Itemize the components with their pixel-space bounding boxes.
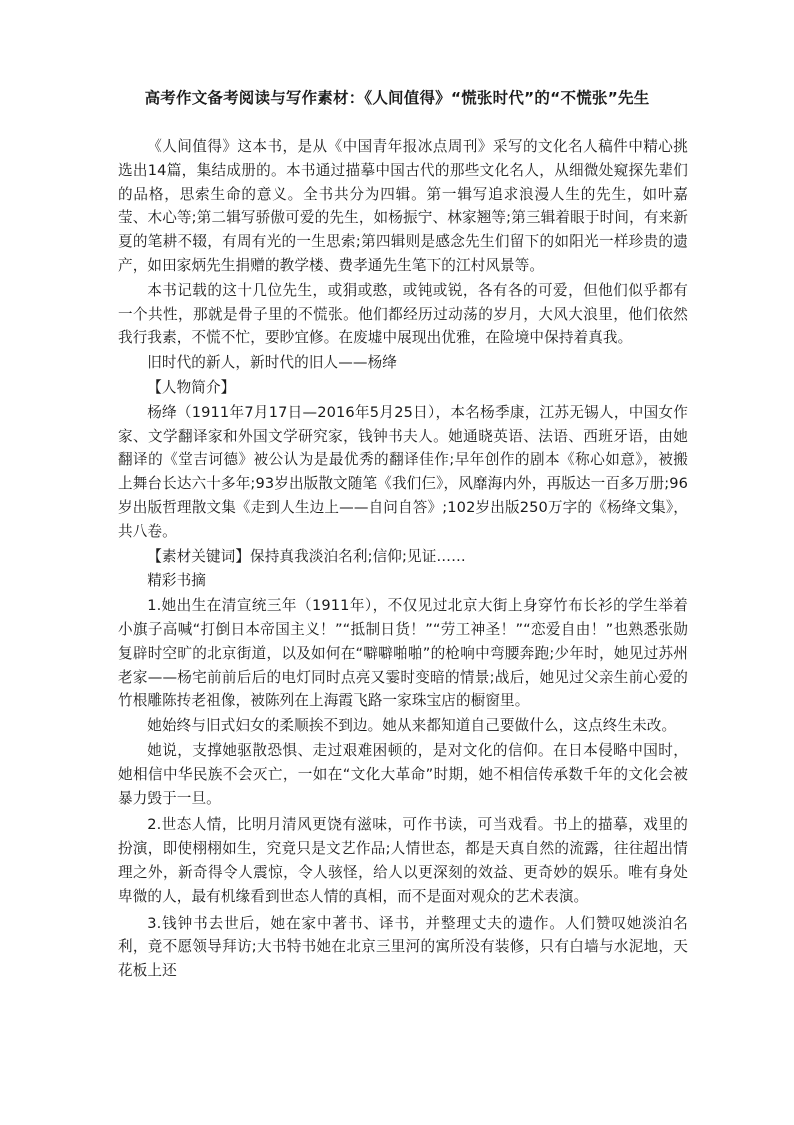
section-heading-profile: 【人物简介】 [147,378,236,396]
paragraph-excerpt-3: 3.钱钟书去世后，她在家中著书、译书，并整理丈夫的遗作。人们赞叹她淡泊名利，竟不愿领导拜访;大书特书她在北京三里河的寓所没有装修，只有白墙与水泥地，天花板上还 [118,914,688,980]
document-title: 高考作文备考阅读与写作素材：《人间值得》“慌张时代”的“不慌张”先生 [144,89,650,107]
document-body [118,135,688,983]
section-heading-excerpts: 精彩书摘 [147,572,206,590]
section-heading-yang-jiang: 旧时代的新人，新时代的旧人——杨绛 [147,354,397,372]
paragraph-excerpt-1-faith: 她说，支撑她驱散恐惧、走过艰难困顿的，是对文化的信仰。在日本侵略中国时，她相信中华民族不会灭亡，一如在“文化大革命”时期，她不相信传承数千年的文化会被暴力毁于一旦。 [118,741,688,807]
paragraph-excerpt-1-follow: 她始终与旧式妇女的柔顺挨不到边。她从来都知道自己要做什么，这点终生未改。 [147,717,677,735]
paragraph-common-trait: 本书记载的这十几位先生，或狷或憨，或钝或锐，各有各的可爱，但他们似乎都有一个共性，那就是骨子里的不慌张。他们都经历过动荡的岁月，大风大浪里，他们依然我行我素，不慌不忙，要眇宜修。在废墟中展现出优雅，在险境中保持着真我。 [118,281,688,347]
paragraph-excerpt-2: 2.世态人情，比明月清风更饶有滋味，可作书读，可当戏看。书上的描摹，戏里的扮演，即使栩栩如生，究竟只是文艺作品;人情世态，都是天真自然的流露，往往超出情理之外，新奇得令人震惊，令人骇怪，给人以更深刻的效益、更奇妙的娱乐。唯有身处卑微的人，最有机缘看到世态人情的真相，而不是面对观众的艺术表演。 [118,816,688,905]
paragraph-book-intro: 《人间值得》这本书，是从《中国青年报冰点周刊》采写的文化名人稿件中精心挑选出14篇，集结成册的。本书通过描摹中国古代的那些文化名人，从细微处窥探先辈们的品格，思索生命的意义。全书共分为四辑。第一辑写追求浪漫人生的先生，如叶嘉莹、木心等;第二辑写骄傲可爱的先生，如杨振宁、林家翘等;第三辑着眼于时间，有来新夏的笔耕不辍，有周有光的一生思索;第四辑则是感念先生们留下的如阳光一样珍贵的遗产，如田家炳先生捐赠的教学楼、费孝通先生笔下的江村风景等。 [118,138,688,274]
paragraph-excerpt-1: 1.她出生在清宣统三年（1911年），不仅见过北京大街上身穿竹布长衫的学生举着小旗子高喊“打倒日本帝国主义！”“抵制日货！”“劳工神圣！”“恋爱自由！”也熟悉张勋复辟时空旷的北京街道，以及如何在“噼噼啪啪”的枪响中弯腰奔跑;少年时，她见过苏州老家——杨宅前前后后的电灯同时点亮又霎时变暗的情景;战后，她见过父亲生前心爱的竹根雕陈抟老祖像，被陈列在上海霞飞路一家珠宝店的橱窗里。 [118,597,688,710]
paragraph-profile: 杨绛（1911年7月17日—2016年5月25日），本名杨季康，江苏无锡人，中国女作家、文学翻译家和外国文学研究家，钱钟书夫人。她通晓英语、法语、西班牙语，由她翻译的《堂吉诃德》被公认为是最优秀的翻译佳作;早年创作的剧本《称心如意》，被搬上舞台长达六十多年;93岁出版散文随笔《我们仨》，风靡海内外，再版达一百多万册;96岁出版哲理散文集《走到人生边上——自问自答》;102岁出版250万字的《杨绛文集》，共八卷。 [118,403,688,540]
paragraph-keywords: 【素材关键词】保持真我淡泊名利;信仰;见证…… [147,547,466,565]
